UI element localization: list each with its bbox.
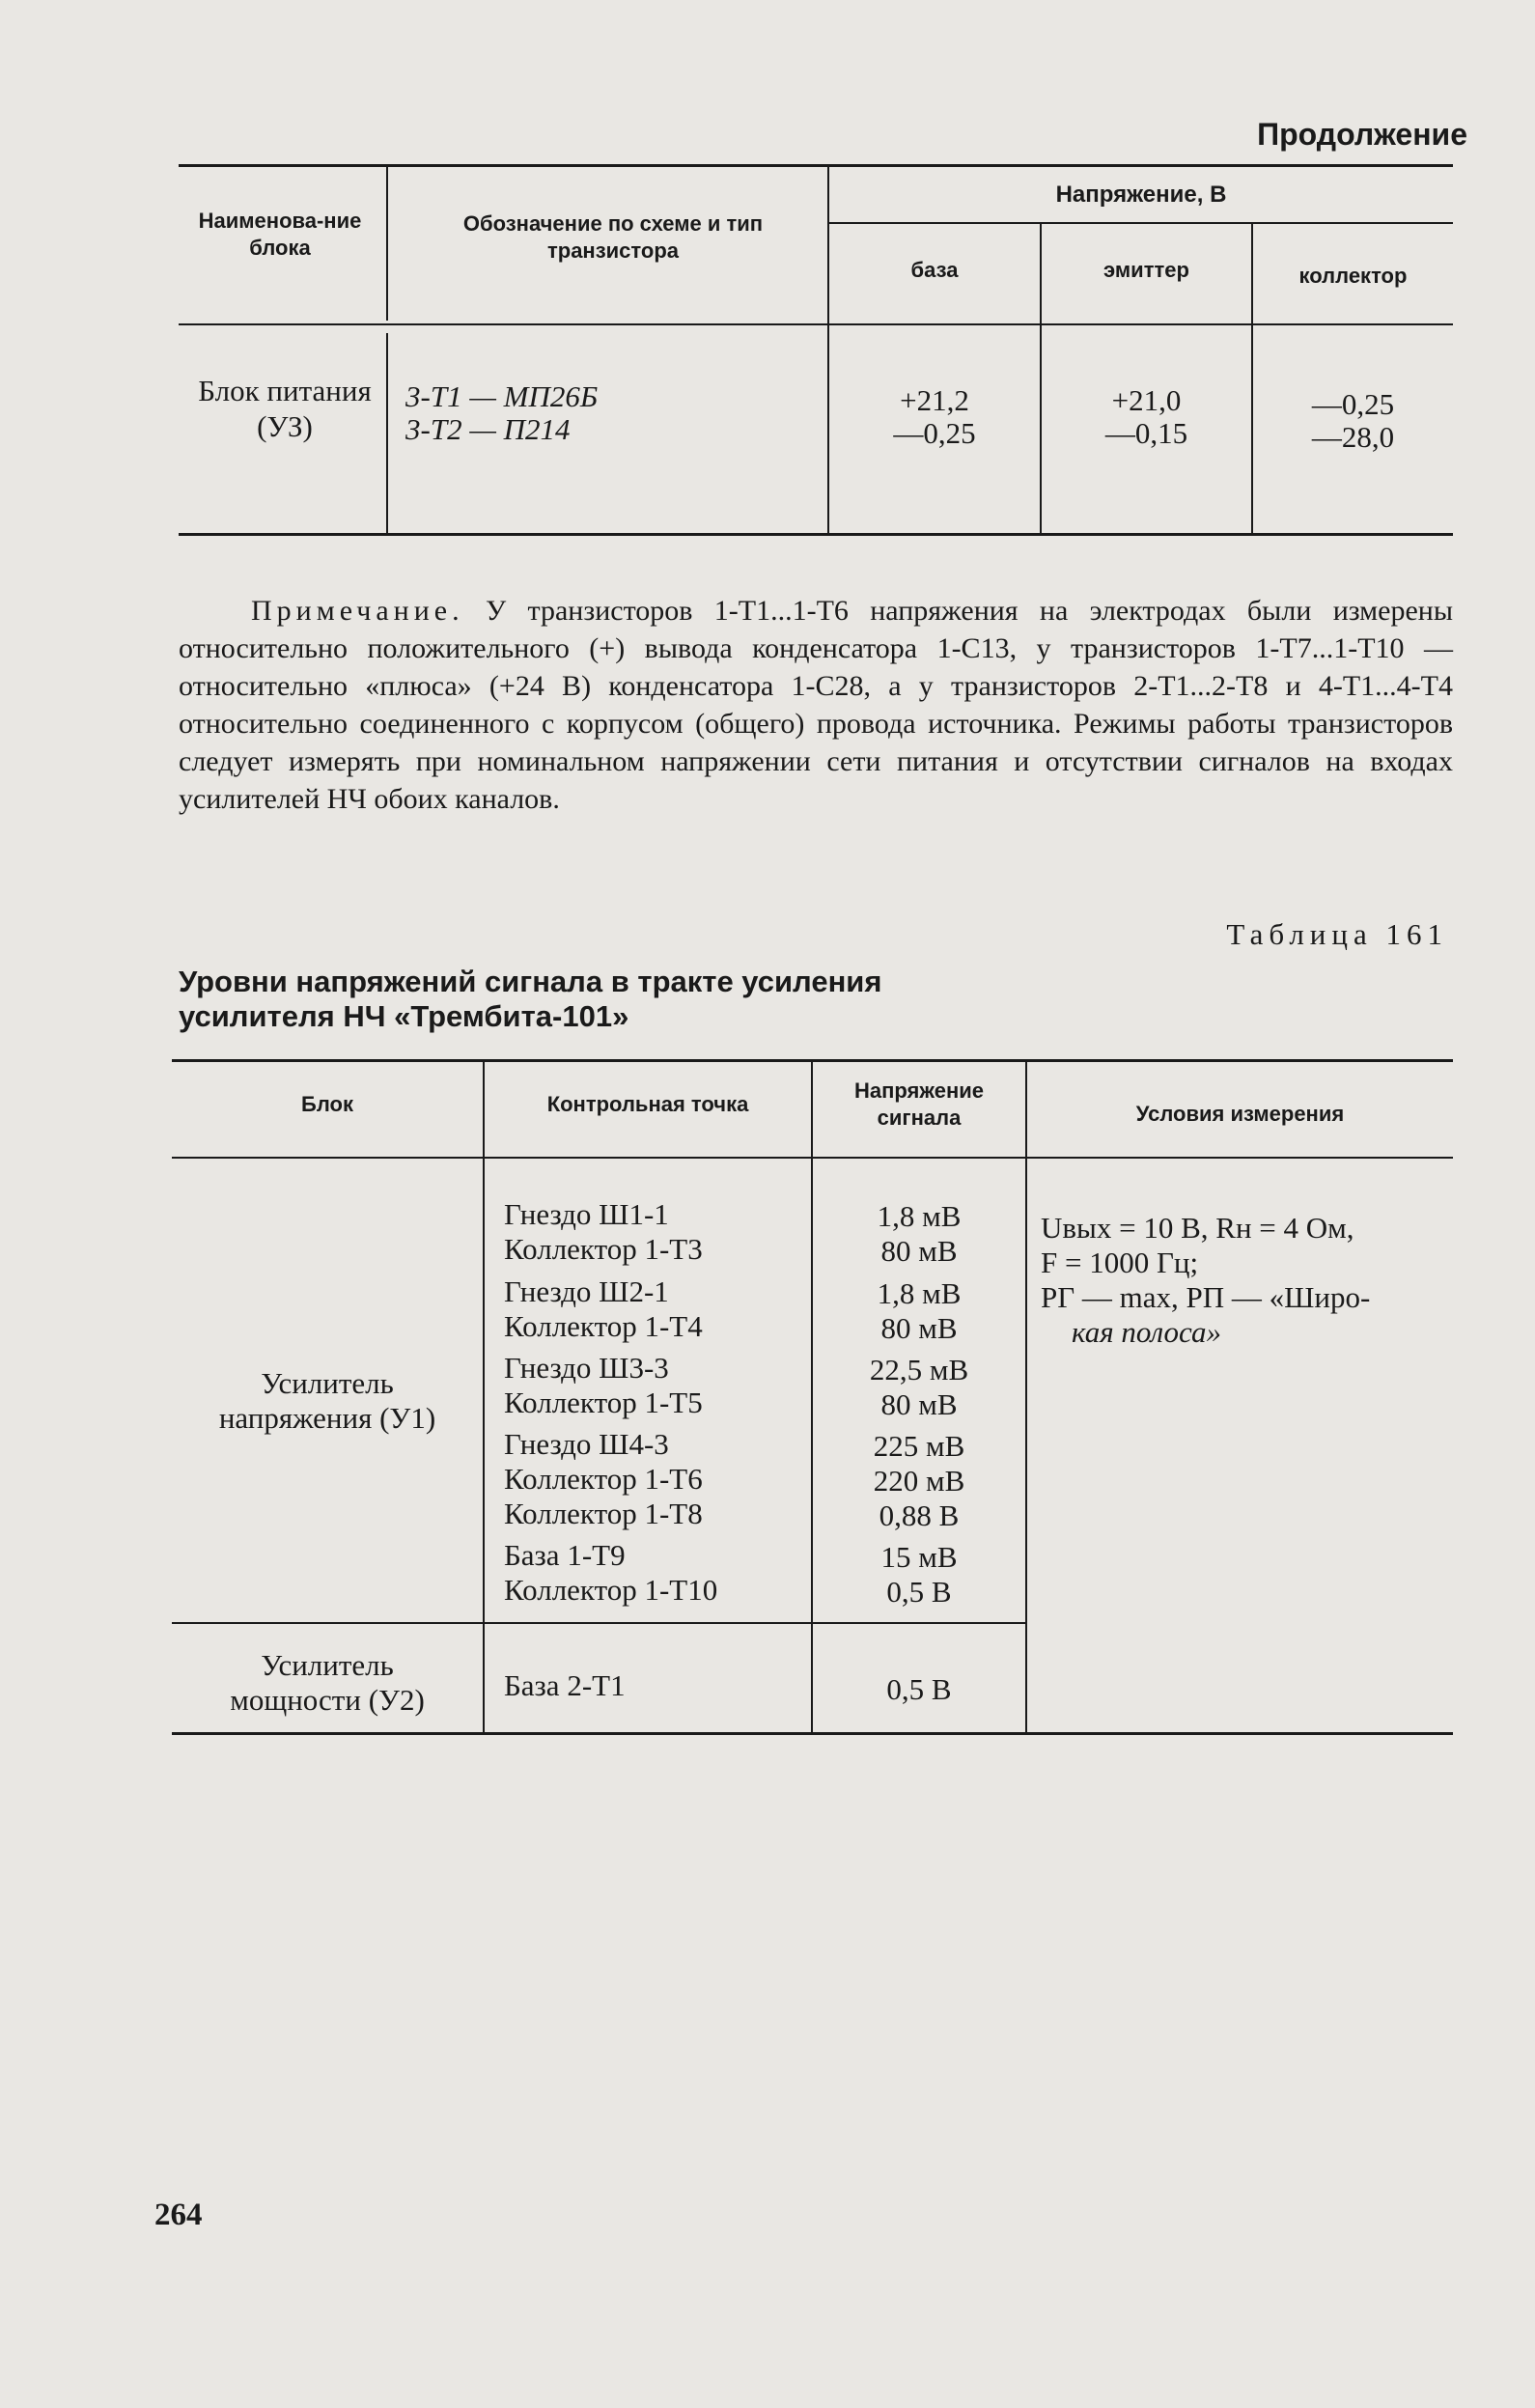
header-emitter: эмиттер	[1103, 258, 1189, 282]
conditions-line: Uвых = 10 В, Rн = 4 Ом,	[1041, 1211, 1354, 1245]
group2-voltage: 0,5 В	[886, 1672, 952, 1706]
voltage: 80 мВ	[880, 1387, 958, 1421]
voltage: 1,8 мВ	[877, 1276, 962, 1310]
group2-block-2: мощности (У2)	[230, 1683, 425, 1717]
group2-block-1: Усилитель	[261, 1648, 394, 1682]
group1-block-1: Усилитель	[261, 1366, 394, 1400]
note-paragraph	[179, 592, 1453, 818]
page-number: 264	[154, 2198, 203, 2232]
voltage: 22,5 мВ	[869, 1353, 969, 1386]
conditions-line: кая полоса»	[1072, 1315, 1221, 1349]
row-collector-2: —28,0	[1311, 420, 1395, 454]
voltage: 0,88 В	[879, 1498, 960, 1532]
rule	[386, 166, 388, 321]
point: Гнездо Ш4-3	[504, 1427, 669, 1461]
row-designation-1: 3-Т1 — МП26Б	[405, 379, 599, 413]
voltage: 0,5 В	[886, 1575, 952, 1609]
table-title-2: усилителя НЧ «Трембита-101»	[179, 999, 629, 1033]
rule	[179, 323, 1453, 325]
point: Коллектор 1-Т8	[504, 1497, 703, 1530]
rule	[179, 533, 1453, 536]
point: Коллектор 1-Т4	[504, 1309, 703, 1343]
continuation-label: Продолжение	[1257, 117, 1467, 152]
table-number: Таблица 161	[1226, 917, 1448, 951]
rule	[179, 164, 1453, 167]
point: Коллектор 1-Т3	[504, 1232, 703, 1266]
rule	[172, 1157, 1453, 1159]
table-title-1: Уровни напряжений сигнала в тракте усиления	[179, 965, 882, 998]
rule	[1025, 1061, 1027, 1732]
header-block: Блок	[301, 1092, 353, 1116]
header-collector: коллектор	[1298, 264, 1408, 288]
voltage: 15 мВ	[880, 1540, 958, 1574]
header-designation: Обозначение по схеме и тип транзистора	[462, 211, 764, 263]
voltage: 80 мВ	[880, 1234, 958, 1268]
voltage: 225 мВ	[873, 1429, 965, 1463]
voltage: 80 мВ	[880, 1311, 958, 1345]
header-voltage: Напряжение, В	[1055, 182, 1227, 208]
point: Гнездо Ш2-1	[504, 1274, 669, 1308]
rule	[829, 222, 1453, 224]
header-base: база	[910, 258, 959, 282]
rule	[172, 1622, 1025, 1624]
row-base-1: +21,2	[900, 383, 969, 417]
header-block: Наименова-ние блока	[198, 209, 362, 260]
note-label: Примечание.	[251, 595, 464, 627]
point: База 1-Т9	[504, 1538, 626, 1572]
header-point: Контрольная точка	[546, 1092, 749, 1116]
point: Коллектор 1-Т10	[504, 1573, 718, 1607]
rule	[172, 1732, 1453, 1735]
point: Коллектор 1-Т5	[504, 1386, 703, 1419]
rule	[386, 333, 388, 533]
point: Коллектор 1-Т6	[504, 1462, 703, 1496]
point: Гнездо Ш3-3	[504, 1351, 669, 1385]
voltage: 1,8 мВ	[877, 1199, 962, 1233]
conditions-line: F = 1000 Гц;	[1041, 1246, 1199, 1279]
rule	[827, 166, 829, 533]
group1-block-2: напряжения (У1)	[218, 1401, 436, 1435]
voltage: 220 мВ	[873, 1464, 965, 1498]
group2-point: База 2-Т1	[504, 1668, 626, 1702]
header-voltage: Напряжение сигнала	[854, 1078, 984, 1130]
rule	[483, 1061, 485, 1732]
point: Гнездо Ш1-1	[504, 1197, 669, 1231]
row-collector-1: —0,25	[1311, 387, 1395, 421]
conditions-line: РГ — max, РП — «Широ-	[1041, 1280, 1371, 1314]
row-base-2: —0,25	[893, 416, 976, 450]
row-designation-2: 3-Т2 — П214	[405, 412, 571, 446]
note-text: У транзисторов 1-Т1...1-Т6 напряжения на электродах были измерены относительно положительного (+) вывода конденсатора 1-С13, у транзисторов 1-Т7...1-Т10 — относительно «плюса» (+24 В) конденсатора 1-С28, а у транзисторов 2-Т1...2-Т8 и 4-Т1...4-Т4 относительно соединенного с корпусом (общего) провода источника. Режимы работы транзисторов следует измерять при номинальном напряжении сети питания и отсутствии сигналов на входах усилителей НЧ обоих каналов.	[179, 595, 1453, 815]
header-conditions: Условия измерения	[1135, 1102, 1345, 1126]
row-emitter-2: —0,15	[1104, 416, 1188, 450]
row-block: Блок питания (УЗ)	[198, 374, 372, 443]
row-emitter-1: +21,0	[1111, 383, 1182, 417]
